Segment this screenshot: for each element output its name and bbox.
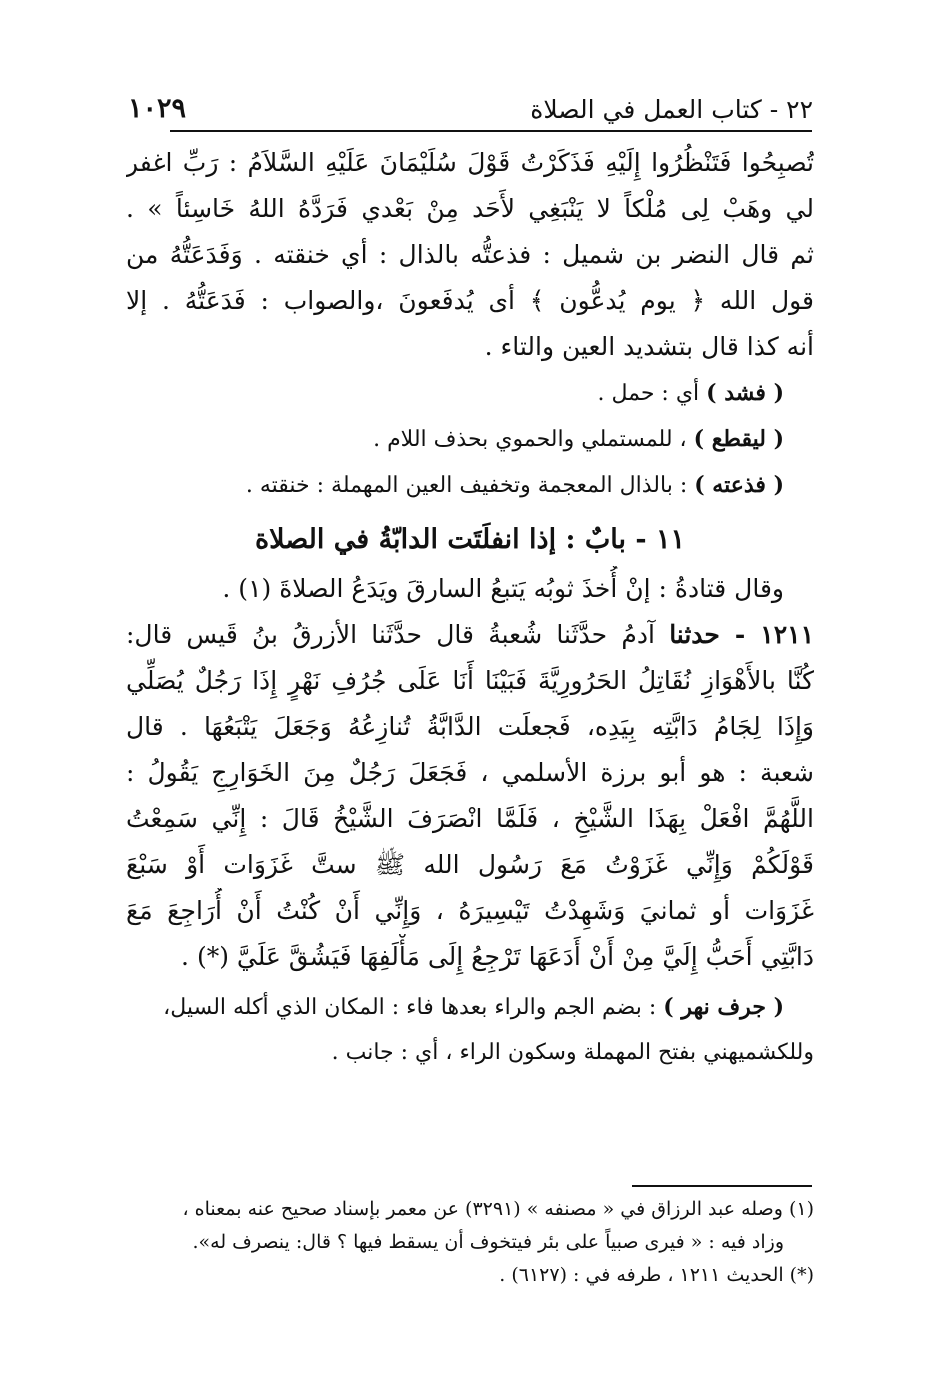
- text-line: ثم قال النضر بن شميل : فذعتُّه بالذال : أي خنقته . وَفَدَعَتُّهُ من: [126, 240, 814, 269]
- page-number: ١٠٢٩: [128, 93, 187, 124]
- hadith-number: ١٢١١ - حدثنا: [669, 620, 814, 649]
- gloss-note: [126, 370, 814, 416]
- header-rule: [170, 130, 812, 132]
- main-text: [126, 140, 814, 1076]
- gloss-text: : بالذال المعجمة وتخفيف العين المهملة : خنقته .: [245, 473, 695, 498]
- footnote: (*) الحديث ١٢١١ ، طرفه في : (٦١٢٧) .: [499, 1264, 814, 1286]
- footnote: وزاد فيه : « فيرى صبياً على بئر فيتخوف أن يسقط فيها ؟ قال: ينصرف له».: [192, 1231, 784, 1253]
- gloss-term: ( فذعته ): [694, 472, 784, 498]
- hadith-line: وَإِذَا لِجَامُ دَابَّتِه بِيَدِه، فَجعلَت الدَّابَّةُ تُنازِعُهُ وَجَعَلَ يَتْبَعُهَا . قال: [126, 712, 814, 741]
- hadith-line: شعبة : هو أبو برزة الأسلمي ، فَجَعَلَ رَجُلٌ مِنَ الخَوَارِجِ يَقُولُ :: [126, 758, 814, 787]
- text-line: تُصبِحُوا فَتَنْظُرُوا إِلَيْهِ فَذَكَرْتُ قَوْلَ سُلَيْمَانَ عَلَيْهِ السَّلاَمُ : رَبِّ اغفر: [126, 148, 814, 177]
- footnote-rule: [632, 1185, 812, 1187]
- gloss-term: ( فشد ): [706, 380, 784, 406]
- hadith-line: كُنَّا بالأَهْوَازِ نُقَاتِلُ الحَرُورِيَّةَ فَبَيْنَا أَنَا عَلَى جُرُفِ نَهْرٍ إِذَا رَجُلٌ يُصَلِّي: [126, 666, 814, 695]
- explanation-text: : بضم الجم والراء بعدها فاء : المكان الذي أكله السيل،: [163, 995, 664, 1020]
- text-line: قول الله ﴿ يوم يُدعُّون ﴾ أى يُدفَعونَ ،والصواب : فَدَعَتُّهُ . إلا: [126, 286, 814, 315]
- footnote: (١) وصله عبد الرزاق في « مصنفه » (٣٢٩١) عن معمر بإسناد صحيح عنه بمعناه ،: [182, 1198, 814, 1220]
- hadith-line: اللَّهُمَّ افْعَلْ بِهَذَا الشَّيْخِ ، فَلَمَّا انْصَرَفَ الشَّيْخُ قَالَ : إِنِّي سَمِعْتُ: [126, 804, 814, 833]
- gloss-note: [126, 416, 814, 462]
- hadith-line: دَابَّتِي أَحَبُّ إِلَيَّ مِنْ أَنْ أَدَعَهَا تَرْجِعُ إِلَى مَأْلَفِهَا فَيَشُقَّ عَلَيَّ (*) .: [181, 942, 814, 971]
- footnotes: [126, 1193, 814, 1292]
- page-header: [128, 84, 813, 124]
- chapter-heading: ١١ - بابٌ : إذا انفلَتَت الدابّةُ في الصلاة: [254, 524, 686, 555]
- text-line: أنه كذا قال بتشديد العين والتاء .: [484, 332, 814, 361]
- hadith-line: غَزَوَات أو ثمانيَ وَشَهِدْتُ تَيْسِيرَهُ ، وَإِنِّي أَنْ كُنْتُ أَنْ أُرَاجِعَ مَعَ: [126, 896, 814, 925]
- hadith-isnad: آدمُ حدَّثَنا شُعبةُ قال حدَّثَنا الأزرقُ بنُ قَيس قال:: [126, 620, 670, 649]
- qatada-line: وقال قتادةُ : إنْ أُخذَ ثوبُه يَتبعُ السارقَ ويَدَعُ الصلاةَ (١) .: [222, 574, 784, 603]
- explanation-line: [126, 984, 814, 1030]
- explanation-line: وللكشميهني بفتح المهملة وسكون الراء ، أي : جانب .: [331, 1040, 814, 1065]
- gloss-term: ( ليقطع ): [693, 426, 784, 452]
- hadith-line: قَوْلَكُمْ وَإِنِّي غَزَوْتُ مَعَ رَسُول الله ﷺ ستَّ غَزَوَات أَوْ سَبْعَ: [126, 850, 814, 879]
- hadith-first-line: [126, 612, 814, 658]
- gloss-text: أي : حمل .: [597, 381, 707, 406]
- text-line: لي وهَبْ لِى مُلْكاً لا يَنْبَغِي لأَحَد مِنْ بَعْدي فَرَدَّهُ اللهُ خَاسِئاً » .: [126, 194, 814, 223]
- running-title: ٢٢ - كتاب العمل في الصلاة: [530, 95, 813, 124]
- gloss-note: [126, 462, 814, 508]
- explanation-term: ( جرف نهر ): [663, 994, 784, 1020]
- gloss-text: ، للمستملي والحموي بحذف اللام .: [373, 427, 694, 452]
